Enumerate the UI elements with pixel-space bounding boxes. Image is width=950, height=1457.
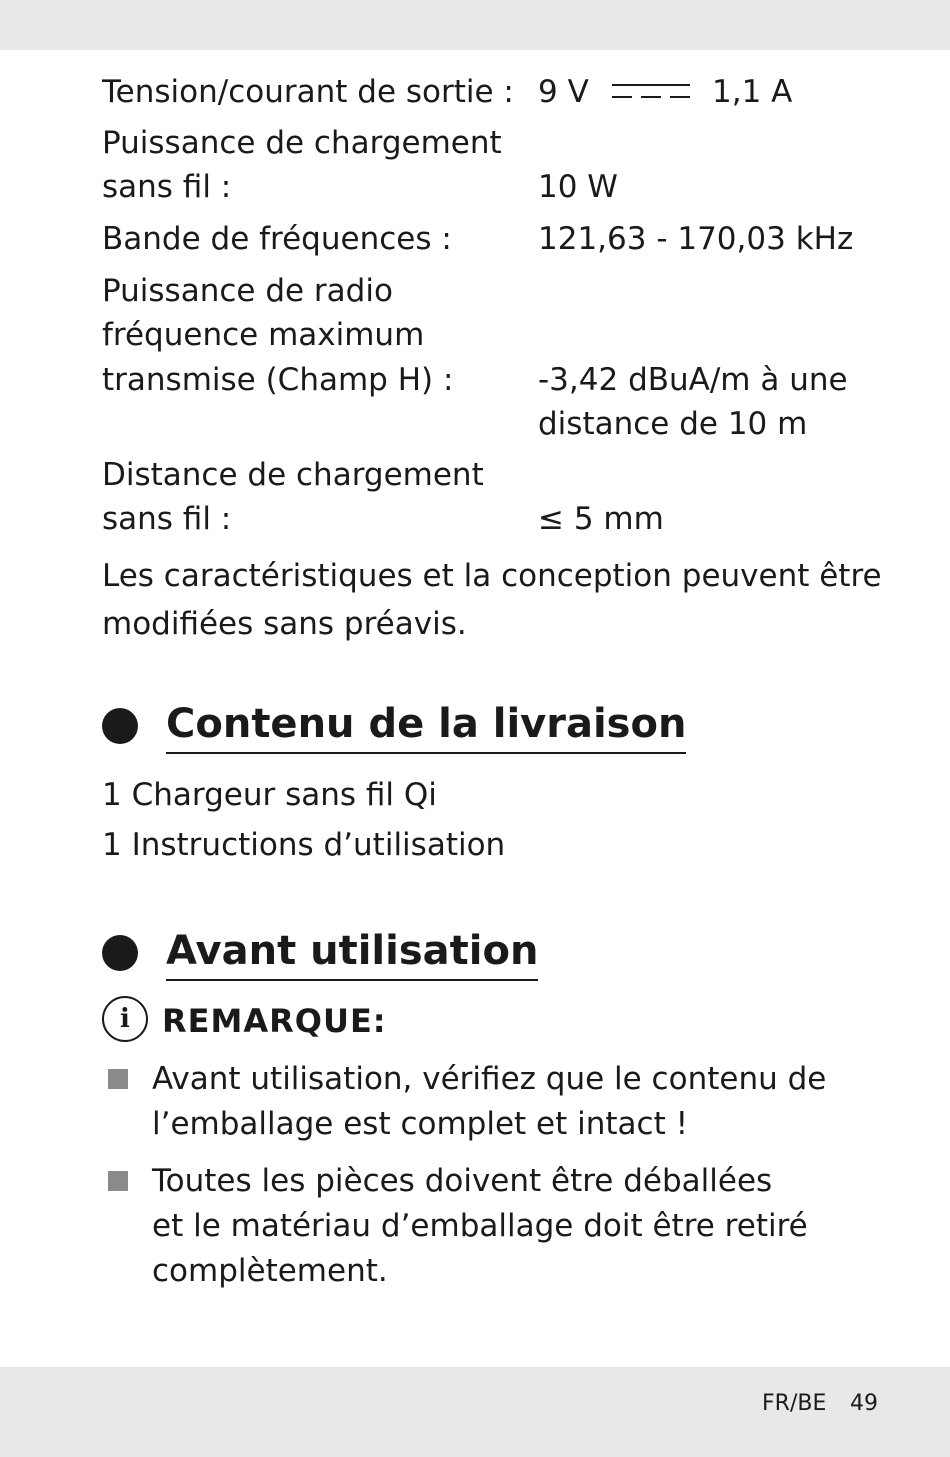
info-icon: i: [102, 996, 148, 1042]
bullet-2-line-3: complètement.: [152, 1253, 388, 1289]
bullet-2-line-2: et le matériau d’emballage doit être retiré: [152, 1208, 808, 1244]
rf-power-label-2: fréquence maximum: [102, 317, 425, 353]
frequency-label: Bande de fréquences :: [102, 221, 452, 257]
charge-distance-value: ≤ 5 mm: [538, 501, 664, 537]
rf-power-value-1: -3,42 dBuA/m à une: [538, 362, 848, 398]
notice-line-2: modifiées sans préavis.: [102, 606, 467, 642]
wireless-power-value: 10 W: [538, 169, 618, 205]
rf-power-label-3: transmise (Champ H) :: [102, 362, 454, 398]
wireless-power-label-2: sans fil :: [102, 169, 232, 205]
footer-language: FR/BE: [762, 1391, 827, 1416]
top-band: [0, 0, 950, 50]
before-use-heading: Avant utilisation: [166, 925, 538, 981]
bullet-dot-icon: [102, 935, 138, 971]
output-label: Tension/courant de sortie :: [102, 74, 514, 110]
frequency-value: 121,63 - 170,03 kHz: [538, 221, 854, 257]
rf-power-value-2: distance de 10 m: [538, 406, 808, 442]
bullet-2-line-1: Toutes les pièces doivent être déballées: [152, 1163, 773, 1199]
charge-distance-label-1: Distance de chargement: [102, 457, 484, 493]
delivery-heading: Contenu de la livraison: [166, 698, 686, 754]
square-bullet-icon: [108, 1069, 128, 1089]
delivery-item-1: 1 Chargeur sans fil Qi: [102, 777, 437, 813]
page-number: 49: [850, 1391, 878, 1416]
note-title: REMARQUE:: [162, 1002, 387, 1040]
notice-line-1: Les caractéristiques et la conception peuvent être: [102, 558, 882, 594]
delivery-item-2: 1 Instructions d’utilisation: [102, 827, 506, 863]
charge-distance-label-2: sans fil :: [102, 501, 232, 537]
output-current: 1,1 A: [712, 74, 793, 110]
bullet-1-line-2: l’emballage est complet et intact !: [152, 1106, 689, 1142]
output-voltage: 9 V: [538, 74, 589, 110]
square-bullet-icon: [108, 1171, 128, 1191]
rf-power-label-1: Puissance de radio: [102, 273, 393, 309]
wireless-power-label-1: Puissance de chargement: [102, 125, 502, 161]
bullet-1-line-1: Avant utilisation, vérifiez que le contenu de: [152, 1061, 827, 1097]
dc-current-symbol-icon: [612, 84, 690, 102]
bullet-dot-icon: [102, 708, 138, 744]
